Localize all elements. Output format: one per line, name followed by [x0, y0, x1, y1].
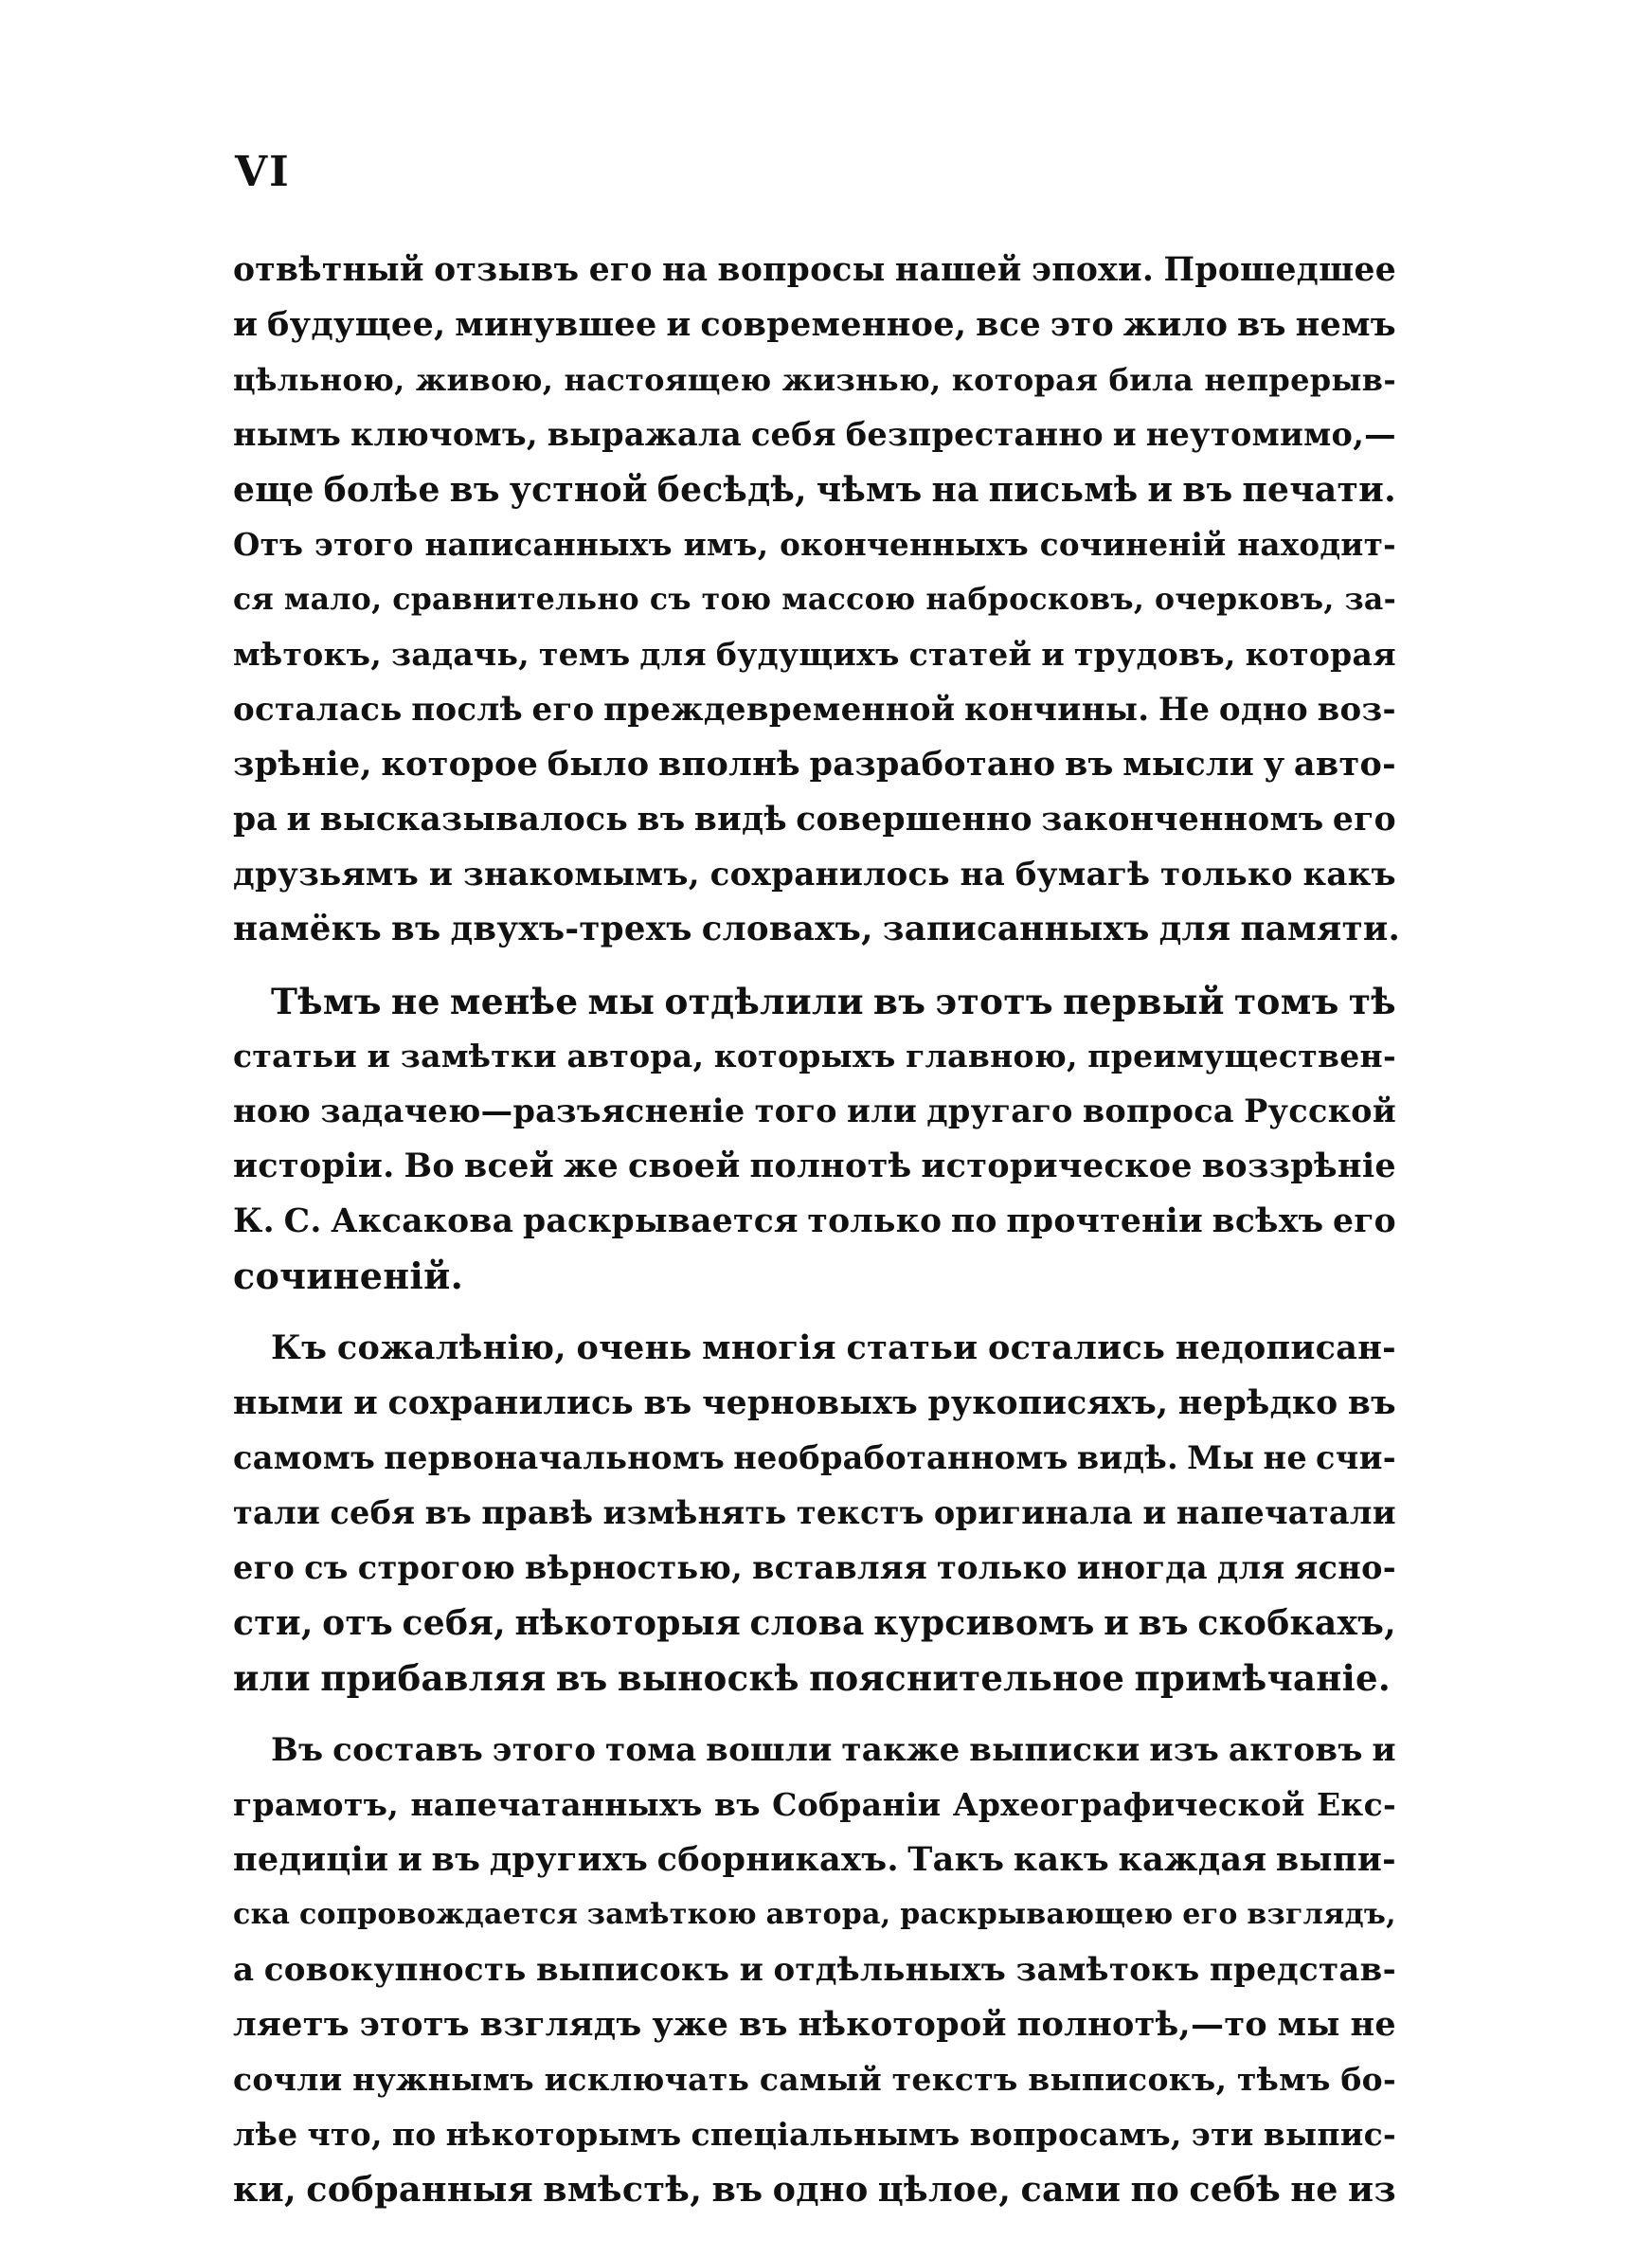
- paragraph-1: [233, 243, 1401, 957]
- text-line: ра и высказывалось въ видѣ совершенно законченномъ его: [233, 801, 1396, 839]
- body-text: [233, 243, 1401, 2234]
- text-line: ляетъ этотъ взглядъ уже въ нѣкоторой полнотѣ,—то мы не: [233, 2005, 1396, 2044]
- paragraph-4: [233, 1723, 1396, 2217]
- text-line: Въ составъ этого тома вошли также выписки изъ актовъ и: [271, 1731, 1396, 1769]
- text-line: или прибавляя въ выноскѣ пояснительное примѣчаніе.: [233, 1657, 1392, 1699]
- text-line: ною задачею—разъясненіе того или другаго вопроса Русской: [233, 1092, 1396, 1129]
- page-number: VI: [235, 148, 291, 196]
- text-line: Къ сожалѣнію, очень многія статьи остались недописан-: [271, 1328, 1396, 1367]
- text-line: ки, собранныя вмѣстѣ, въ одно цѣлое, сами по себѣ не из: [233, 2169, 1396, 2210]
- text-line: сочли нужнымъ исключать самый текстъ выписокъ, тѣмъ бо-: [233, 2061, 1396, 2098]
- text-line: сочиненій.: [233, 1255, 464, 1297]
- text-line: самомъ первоначальномъ необработанномъ видѣ. Мы не счи-: [233, 1439, 1396, 1476]
- text-line: мѣтокъ, задачь, темъ для будущихъ статей и трудовъ, которая: [233, 636, 1396, 673]
- text-line: его съ строгою вѣрностью, вставляя только иногда для ясно-: [233, 1549, 1396, 1586]
- text-line: грамотъ, напечатанныхъ въ Собраніи Археографической Екс-: [233, 1786, 1396, 1823]
- text-line: исторіи. Во всей же своей полнотѣ историческое воззрѣніе: [233, 1147, 1396, 1185]
- text-line: нымъ ключомъ, выражала себя безпрестанно и неутомимо,—: [233, 416, 1396, 453]
- text-line: сти, отъ себя, нѣкоторыя слова курсивомъ и въ скобкахъ,: [233, 1603, 1396, 1643]
- text-line: Тѣмъ не менѣе мы отдѣлили въ этотъ первый томъ тѣ: [271, 981, 1396, 1022]
- text-line: а совокупность выписокъ и отдѣльныхъ замѣтокъ представ-: [233, 1951, 1396, 1989]
- text-line: осталась послѣ его преждевременной кончины. Не одно воз-: [233, 691, 1396, 729]
- text-line: еще болѣе въ устной бесѣдѣ, чѣмъ на письмѣ и въ печати.: [233, 470, 1396, 510]
- text-line: лѣе что, по нѣкоторымъ спеціальнымъ вопросамъ, эти выпис-: [233, 2116, 1396, 2153]
- text-line: и будущее, минувшее и современное, все это жило въ немъ: [233, 305, 1396, 344]
- text-line: Отъ этого написанныхъ имъ, оконченныхъ сочиненій находит-: [233, 526, 1396, 563]
- paragraph-3: [233, 1321, 1396, 1706]
- text-line: цѣльною, живою, настоящею жизнью, которая била непрерыв-: [233, 362, 1396, 398]
- text-line: статьи и замѣтки автора, которыхъ главною, преимуществен-: [233, 1038, 1396, 1074]
- text-line: ся мало, сравнительно съ тою массою набросковъ, очерковъ, за-: [233, 582, 1396, 617]
- text-line: ными и сохранились въ черновыхъ рукописяхъ, нерѣдко въ: [233, 1384, 1396, 1422]
- text-line: отвѣтный отзывъ его на вопросы нашей эпохи. Прошедшее: [233, 251, 1396, 289]
- text-line: педиціи и въ другихъ сборникахъ. Такъ какъ каждая выпи-: [233, 1840, 1396, 1879]
- text-line: К. С. Аксакова раскрывается только по прочтеніи всѣхъ его: [233, 1202, 1396, 1240]
- text-line: зрѣніе, которое было вполнѣ разработано въ мысли у авто-: [233, 745, 1396, 784]
- text-line: друзьямъ и знакомымъ, сохранилось на бумагѣ только какъ: [233, 856, 1396, 894]
- paragraph-2: [233, 974, 1396, 1304]
- text-line: намёкъ въ двухъ-трехъ словахъ, записанныхъ для памяти.: [233, 910, 1401, 948]
- text-line: тали себя въ правѣ измѣнять текстъ оригинала и напечатали: [233, 1494, 1396, 1531]
- text-line: ска сопровождается замѣткою автора, раскрывающею его взглядъ,: [233, 1898, 1396, 1931]
